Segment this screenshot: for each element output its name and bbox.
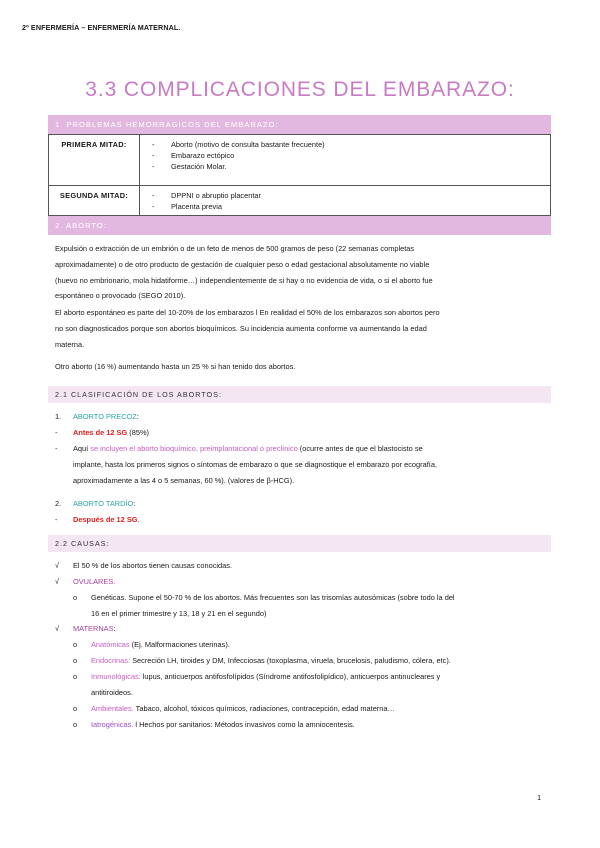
list-item: - Aborto (motivo de consulta bastante frecuente) <box>152 140 325 149</box>
running-header: 2º ENFERMERÍA – ENFERMERÍA MATERNAL. <box>22 23 181 32</box>
list-item: - Embarazo ectópico <box>152 151 235 160</box>
list-item-aborto-tardio: 2. ABORTO TARDÍO: <box>55 499 136 508</box>
table-row <box>49 135 551 186</box>
definition-paragraph: Expulsión o extracción de un embrión o de un feto de menos de 500 gramos de peso (22 semanas completas aproximadamente) o de otro producto de gestación de cualquier peso o edad gestacional absolutamente no viable (huevo no embrionario, mola hidatiforme…) independientemente de si hay o no evidencia de vida, o si el aborto fue espontáneo o provocado (SEGO 2010). <box>55 244 433 301</box>
list-item-geneticas: o Genéticas. Supone el 50-70 % de los abortos. Más frecuentes son las trisomías autosómicas (sobre todo la del <box>73 593 455 602</box>
row-label: PRIMERA MITAD: <box>49 135 140 186</box>
list-item-anatomicas: o Anatómicas (Ej. Malformaciones uterinas). <box>73 640 230 649</box>
list-item-continuation: aproximadamente a las 4 o 5 semanas, 60 %). (valores de β-HCG). <box>73 476 295 485</box>
section-heading-hemorragicos: 1. PROBLEMAS HEMORRAGICOS DEL EMBARAZO: <box>48 115 551 134</box>
list-item-ovulares: √ OVULARES. <box>55 577 116 586</box>
list-item: - Gestación Molar. <box>152 162 227 171</box>
recurrence-paragraph: Otro aborto (16 %) aumentando hasta un 25 % si han tenido dos abortos. <box>55 362 296 371</box>
list-item-ambientales: o Ambientales. Tabaco, alcohol, tóxicos químicos, radiaciones, contracepción, edad materna… <box>73 704 395 713</box>
table-row <box>49 186 551 216</box>
page-number: 1 <box>537 793 542 802</box>
page-title: 3.3 COMPLICACIONES DEL EMBARAZO: <box>85 78 515 101</box>
subsection-heading-clasificacion: 2.1 CLASIFICACIÓN DE LOS ABORTOS: <box>48 386 551 403</box>
list-item-continuation: implante, hasta los primeros signos o síntomas de embarazo o que se diagnostique el embarazo por ecografía, <box>73 460 437 469</box>
subsection-heading-causas: 2.2 CAUSAS: <box>48 535 551 552</box>
list-item-continuation: antitiroideos. <box>91 688 133 697</box>
list-item-endocrinas: o Endocrinas: Secreción LH, tiroides y DM, Infecciosas (toxoplasma, viruela, brucelosis, paludismo, cólera, etc). <box>73 656 451 665</box>
incidence-paragraph: El aborto espontáneo es parte del 10-20% de los embarazos l En realidad el 50% de los embarazos son abortos pero no son diagnosticados porque son abortos bioquímicos. Su incidencia aumenta conforme va aumentando la edad materna. <box>55 308 440 349</box>
list-item-iatrogenicas: o Iatrogénicas. l Hechos por sanitarios: Métodos invasivos como la amniocentesis. <box>73 720 355 729</box>
section-heading-aborto: 2. ABORTO: <box>48 216 551 235</box>
mitad-table <box>48 134 551 216</box>
list-item: - Antes de 12 SG (85%) <box>55 428 149 437</box>
list-item-continuation: 16 en el primer trimestre y 13, 18 y 21 en el segundo) <box>91 609 267 618</box>
list-item: √ El 50 % de los abortos tienen causas conocidas. <box>55 561 232 570</box>
row-label: SEGUNDA MITAD: <box>49 186 140 216</box>
list-item-maternas: √ MATERNAS: <box>55 624 116 633</box>
list-item: - Aquí se incluyen el aborto bioquímico, preimplantacional o preclínico (ocurre antes de que el blastocisto se <box>55 444 423 453</box>
list-item: - Después de 12 SG. <box>55 515 140 524</box>
list-item-aborto-precoz: 1. ABORTO PRECOZ: <box>55 412 139 421</box>
list-item: - DPPNI o abruptio placentar <box>152 191 261 200</box>
list-item-inmunologicas: o Inmunológicas: lupus, anticuerpos antifosfolípidos (Síndrome antifosfolipídico), anticuerpos antinucleares y <box>73 672 441 681</box>
list-item: - Placenta previa <box>152 202 222 211</box>
